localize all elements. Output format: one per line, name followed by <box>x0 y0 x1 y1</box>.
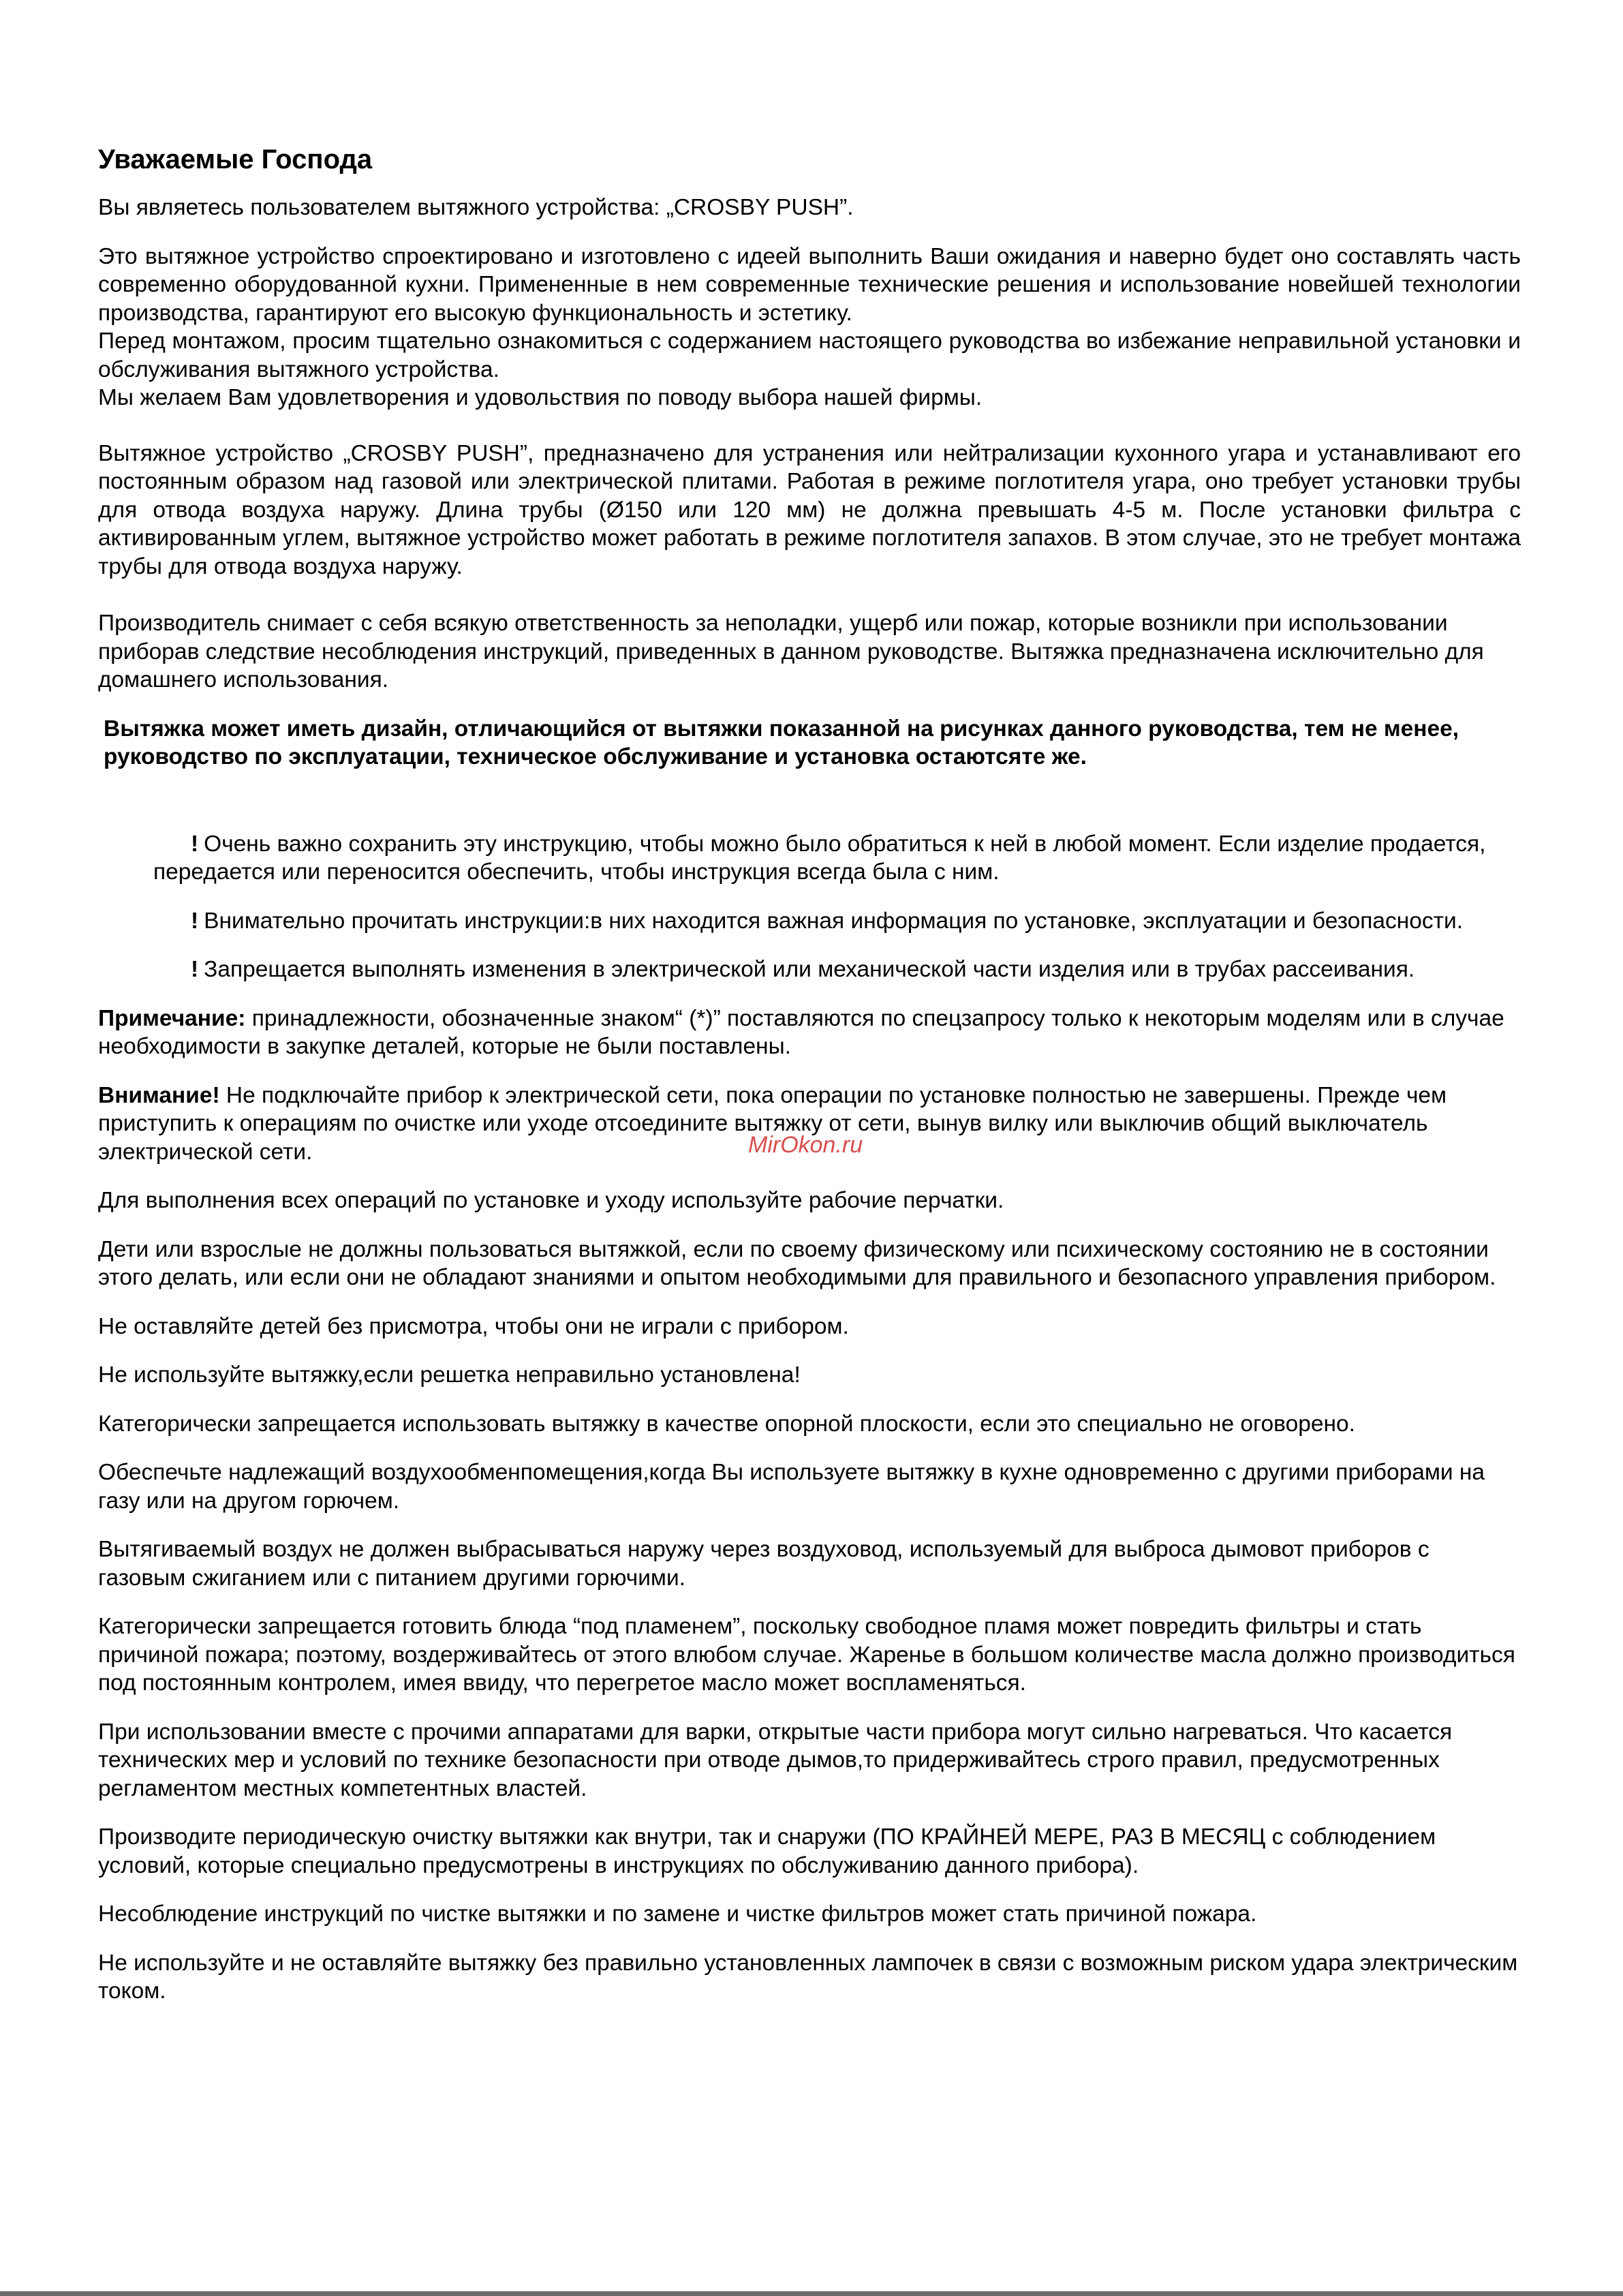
watermark: MirOkon.ru <box>748 1132 863 1158</box>
safety-paragraph: Несоблюдение инструкций по чистке вытяжки и по замене и чистке фильтров может стать причиной пожара. <box>98 1901 1257 1927</box>
page-title: Уважаемые Господа <box>98 144 373 174</box>
exclamation-icon: ! <box>191 831 199 857</box>
bottom-divider <box>0 2291 1623 2296</box>
exclamation-icon: ! <box>191 908 199 934</box>
liability-paragraph: Производитель снимает с себя всякую ответственность за неполадки, ущерб или пожар, которые возникли при использовании приборав следствие несоблюдения инструкций, приведенных в данном руководстве. Вытяжка предназначена исключительно для домашнего использования. <box>98 611 1484 692</box>
warning-list <box>153 830 1521 984</box>
note-paragraph <box>98 1005 1521 1061</box>
document-page <box>98 143 1521 2006</box>
safety-section <box>98 1187 1521 2006</box>
warning-item <box>153 907 1521 936</box>
safety-paragraph: При использовании вместе с прочими аппаратами для варки, открытые части прибора могут сильно нагреваться. Что касается технических мер и условий по технике безопасности при отводе дымов,то придерживайтесь строго правил, предусмотренных регламентом местных компетентных властей. <box>98 1719 1453 1801</box>
purpose-paragraph: Вытяжное устройство „CROSBY PUSH”, предназначено для устранения или нейтрализации кухонного угара и устанавливают его постоянным образом над газовой или электрической плитами. Работая в режиме поглотителя угара, оно требует установки трубы для отвода воздуха наружу. Длина трубы (Ø150 или 120 мм) не должна превышать 4-5 м. После установки фильтра с активированным углем, вытяжное устройство может работать в режиме поглотителя запахов. В этом случае, это не требует монтажа трубы для отвода воздуха наружу. <box>98 440 1521 579</box>
attention-text: Не подключайте прибор к электрической сети, пока операции по установке полностью не завершены. Прежде чем приступить к операциям по очистке или уходе отсоедините вытяжку от сети, вынув вилку или выключив общий выключатель электрической сети. <box>98 1082 1447 1165</box>
note-text: принадлежности, обозначенные знаком“ (*)” поставляются по спецзапросу только к некоторым моделям или в случае необходимости в закупке деталей, которые не были поставлены. <box>98 1005 1504 1059</box>
description-paragraph: Перед монтажом, просим тщательно ознакомиться с содержанием настоящего руководства во избежание неправильной установки и обслуживания вытяжного устройства. <box>98 328 1521 382</box>
warning-item <box>153 955 1521 984</box>
safety-paragraph: Не оставляйте детей без присмотра, чтобы они не играли с прибором. <box>98 1313 849 1339</box>
safety-paragraph: Вытягиваемый воздух не должен выбрасываться наружу через воздуховод, используемый для выброса дымовот приборов с газовым сжиганием или с питанием другими горючими. <box>98 1537 1429 1591</box>
description-paragraph: Мы желаем Вам удовлетворения и удовольствия по поводу выбора нашей фирмы. <box>98 385 983 410</box>
safety-paragraph: Категорически запрещается готовить блюда “под пламенем”, поскольку свободное пламя может повредить фильтры и стать причиной пожара; поэтому, воздерживайтесь от этого влюбом случае. Жаренье в большом количестве масла должно производиться под постоянным контролем, имея ввиду, что перегретое масло может воспламеняться. <box>98 1614 1515 1696</box>
safety-paragraph: Для выполнения всех операций по установке и уходу используйте рабочие перчатки. <box>98 1188 1004 1213</box>
safety-paragraph: Дети или взрослые не должны пользоваться вытяжкой, если по своему физическому или психическому состоянию не в состоянии этого делать, или если они не обладают знаниями и опытом необходимыми для правильного и безопасного управления прибором. <box>98 1236 1496 1290</box>
warning-item <box>153 830 1521 887</box>
safety-paragraph: Производите периодическую очистку вытяжки как внутри, так и снаружи (ПО КРАЙНЕЙ МЕРЕ, РАЗ В МЕСЯЦ с соблюдением условий, которые специально предусмотрены в инструкциях по обслуживанию данного прибора). <box>98 1824 1436 1878</box>
design-notice: Вытяжка может иметь дизайн, отличающийся от вытяжки показанной на рисунках данного руководства, тем не менее, руководство по эксплуатации, техническое обслуживание и установка остаютсяте же. <box>104 716 1459 769</box>
intro-line: Вы являетесь пользователем вытяжного устройства: „CROSBY PUSH”. <box>98 195 854 220</box>
note-label: Примечание: <box>98 1005 246 1031</box>
warning-item-text: Внимательно прочитать инструкции:в них находится важная информация по установке, эксплуатации и безопасности. <box>204 908 1464 934</box>
safety-paragraph: Обеспечьте надлежащий воздухообменпомещения,когда Вы используете вытяжку в кухне одновременно с другими приборами на газу или на другом горючем. <box>98 1460 1485 1514</box>
warning-item-text: Очень важно сохранить эту инструкцию, чтобы можно было обратиться к ней в любой момент. Если изделие продается, передается или переносится обеспечить, чтобы инструкция всегда была с ним. <box>153 831 1486 885</box>
warning-item-text: Запрещается выполнять изменения в электрической или механической части изделия или в трубах рассеивания. <box>204 957 1415 982</box>
safety-paragraph: Категорически запрещается использовать вытяжку в качестве опорной плоскости, если это специально не оговорено. <box>98 1411 1355 1437</box>
exclamation-icon: ! <box>191 957 199 982</box>
safety-paragraph: Не используйте и не оставляйте вытяжку без правильно установленных лампочек в связи с возможным риском удара электрическим током. <box>98 1950 1518 2004</box>
description-block <box>98 243 1521 412</box>
safety-paragraph: Не используйте вытяжку,если решетка неправильно установлена! <box>98 1362 801 1388</box>
attention-label: Внимание! <box>98 1082 220 1108</box>
description-paragraph: Это вытяжное устройство спроектировано и изготовлено с идеей выполнить Ваши ожидания и наверно будет оно составлять часть современно оборудованной кухни. Примененные в нем современные технические решения и использование новейшей технологии производства, гарантируют его высокую функциональность и эстетику. <box>98 243 1521 326</box>
